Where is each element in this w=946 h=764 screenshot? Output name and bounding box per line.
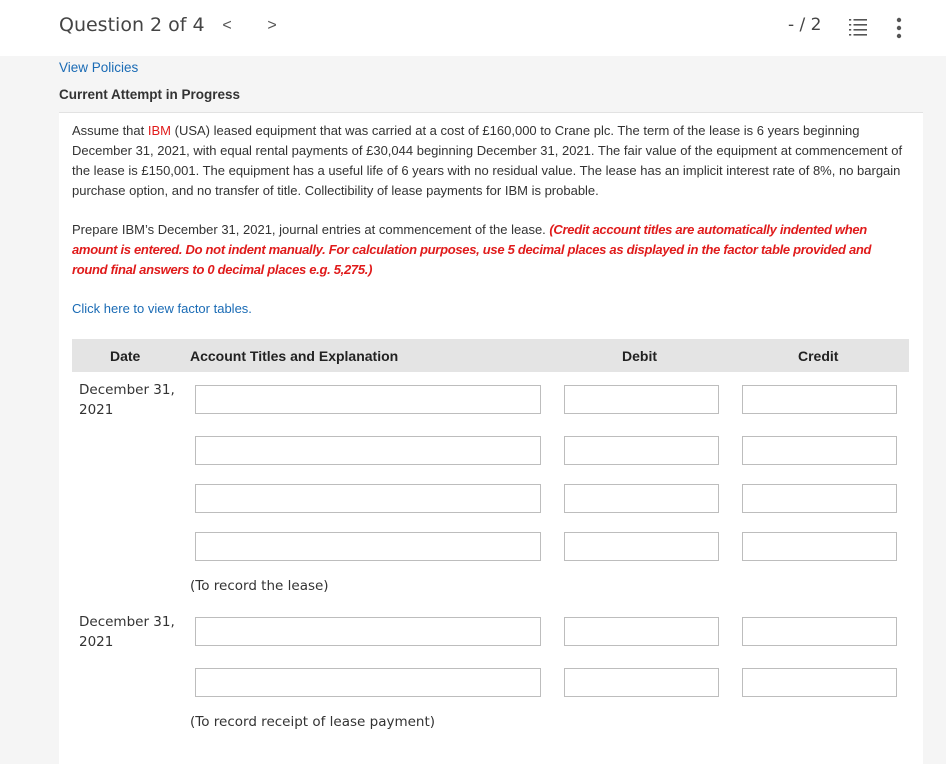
debit-input[interactable] (564, 532, 719, 561)
chevron-right-icon[interactable]: > (267, 17, 277, 34)
debit-header: Debit (622, 348, 657, 364)
account-title-input[interactable] (195, 617, 541, 646)
question-counter: Question 2 of 4 (59, 14, 205, 36)
credit-input[interactable] (742, 385, 897, 414)
more-vertical-icon[interactable] (895, 17, 903, 39)
debit-input[interactable] (564, 484, 719, 513)
company-name: IBM (147, 123, 171, 138)
credit-input[interactable] (742, 436, 897, 465)
account-header: Account Titles and Explanation (190, 348, 399, 364)
problem-text-start: Assume that (72, 123, 148, 138)
instruction-note: (Credit account titles are automatically indented when amount is entered. Do not indent manually. For calculation purposes, use 5 decimal places as displayed in the factor table provided and round final answers to 0 decimal places e.g. 5,275.) (72, 222, 872, 277)
account-title-input[interactable] (195, 484, 541, 513)
question-score: - / 2 (788, 15, 822, 35)
factor-tables-link[interactable]: Click here to view factor tables. (72, 301, 252, 316)
entry-date: December 31, 2021 (79, 382, 175, 418)
debit-input[interactable] (564, 385, 719, 414)
question-header (0, 0, 946, 56)
entry-explanation: (To record the lease) (190, 578, 329, 594)
debit-input[interactable] (564, 617, 719, 646)
credit-input[interactable] (742, 617, 897, 646)
entry-explanation: (To record receipt of lease payment) (190, 714, 436, 730)
credit-input[interactable] (742, 532, 897, 561)
chevron-left-icon[interactable]: < (222, 17, 232, 34)
account-title-input[interactable] (195, 436, 541, 465)
task-text: Prepare IBM’s December 31, 2021, journal entries at commencement of the lease. (72, 222, 550, 237)
credit-input[interactable] (742, 668, 897, 697)
credit-header: Credit (798, 348, 839, 364)
attempt-status: Current Attempt in Progress (59, 87, 241, 102)
debit-input[interactable] (564, 668, 719, 697)
debit-input[interactable] (564, 436, 719, 465)
problem-text-rest: (USA) leased equipment that was carried at a cost of £160,000 to Crane plc. The term of the lease is 6 years beginning December 31, 2021, with equal rental payments of £30,044 beginning December 31, 2021. The fair value of the equipment at commencement of the lease is £150,001. The equipment has a useful life of 6 years with no residual value. The lease has an implicit interest rate of 8%, no bargain purchase option, and no transfer of title. Collectibility of lease payments for IBM is probable. (72, 123, 903, 198)
credit-input[interactable] (742, 484, 897, 513)
journal-table-header (72, 339, 909, 372)
account-title-input[interactable] (195, 385, 541, 414)
view-policies-link[interactable]: View Policies (59, 60, 139, 75)
problem-statement (72, 121, 908, 201)
entry-date: December 31, 2021 (79, 614, 175, 650)
date-header: Date (110, 348, 141, 364)
account-title-input[interactable] (195, 668, 541, 697)
problem-instructions (72, 220, 908, 280)
account-title-input[interactable] (195, 532, 541, 561)
list-icon[interactable] (849, 17, 867, 37)
